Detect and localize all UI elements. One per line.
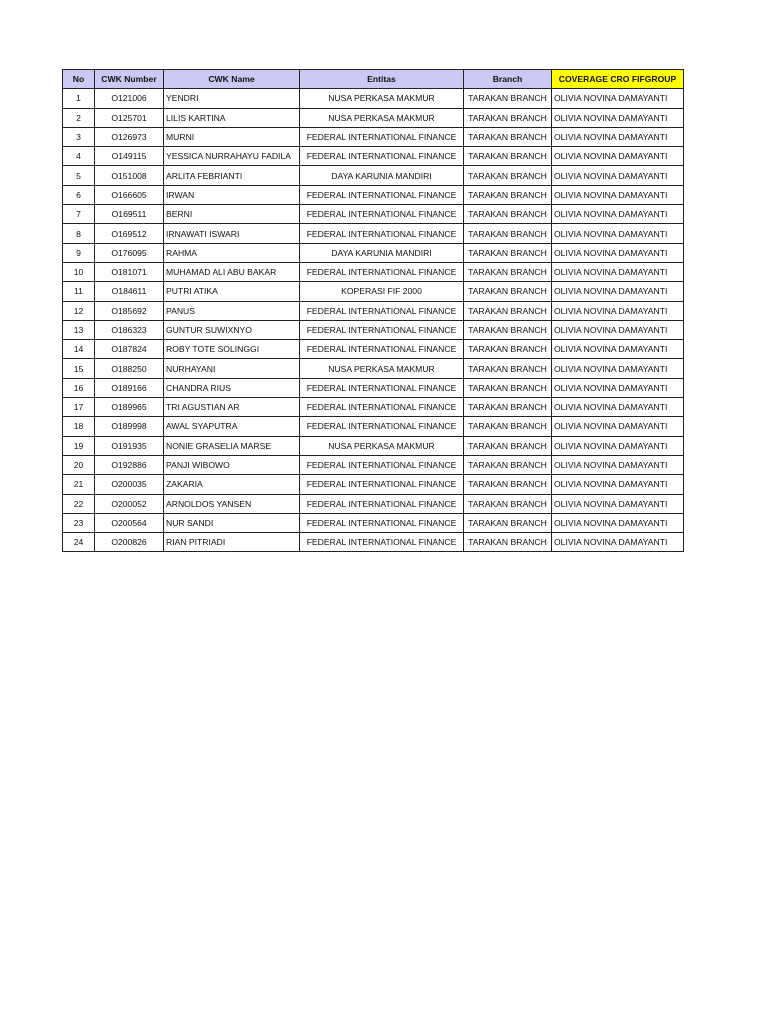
cell-branch: TARAKAN BRANCH [464,282,552,301]
table-row [63,205,684,224]
cell-branch: TARAKAN BRANCH [464,417,552,436]
header-cwk-number: CWK Number [95,70,164,89]
cell-entitas: KOPERASI FIF 2000 [300,282,464,301]
cell-coverage-cro: OLIVIA NOVINA DAMAYANTI [552,455,684,474]
cell-cwk-name: RIAN PITRIADI [164,533,300,552]
table-row [63,513,684,532]
cell-branch: TARAKAN BRANCH [464,378,552,397]
cell-coverage-cro: OLIVIA NOVINA DAMAYANTI [552,282,684,301]
cell-no: 1 [63,89,95,108]
cell-cwk-name: MUHAMAD ALI ABU BAKAR [164,262,300,281]
cell-entitas: FEDERAL INTERNATIONAL FINANCE [300,340,464,359]
cell-no: 20 [63,455,95,474]
header-row [63,70,684,89]
cell-no: 18 [63,417,95,436]
cell-cwk-name: PUTRI ATIKA [164,282,300,301]
cell-branch: TARAKAN BRANCH [464,475,552,494]
cell-entitas: FEDERAL INTERNATIONAL FINANCE [300,224,464,243]
cell-coverage-cro: OLIVIA NOVINA DAMAYANTI [552,378,684,397]
cell-branch: TARAKAN BRANCH [464,359,552,378]
cell-cwk-number: O187824 [95,340,164,359]
cell-cwk-number: O189965 [95,398,164,417]
cell-cwk-number: O169512 [95,224,164,243]
cell-no: 15 [63,359,95,378]
cell-cwk-number: O200035 [95,475,164,494]
table-row [63,436,684,455]
table-row [63,455,684,474]
cell-cwk-name: ARLITA FEBRIANTI [164,166,300,185]
cell-cwk-number: O184611 [95,282,164,301]
cell-entitas: FEDERAL INTERNATIONAL FINANCE [300,475,464,494]
cell-cwk-number: O186323 [95,320,164,339]
cell-entitas: DAYA KARUNIA MANDIRI [300,166,464,185]
table-row [63,89,684,108]
cell-cwk-name: NONIE GRASELIA MARSE [164,436,300,455]
cwk-table [62,69,684,552]
cell-no: 5 [63,166,95,185]
cell-no: 7 [63,205,95,224]
cell-cwk-name: MURNI [164,127,300,146]
cell-cwk-number: O200564 [95,513,164,532]
cell-no: 4 [63,147,95,166]
table-row [63,494,684,513]
cell-no: 3 [63,127,95,146]
table-row [63,262,684,281]
cell-coverage-cro: OLIVIA NOVINA DAMAYANTI [552,513,684,532]
cell-no: 22 [63,494,95,513]
cell-cwk-number: O151008 [95,166,164,185]
cell-coverage-cro: OLIVIA NOVINA DAMAYANTI [552,301,684,320]
cell-entitas: FEDERAL INTERNATIONAL FINANCE [300,185,464,204]
table-row [63,320,684,339]
cell-cwk-number: O169511 [95,205,164,224]
cell-branch: TARAKAN BRANCH [464,166,552,185]
cell-coverage-cro: OLIVIA NOVINA DAMAYANTI [552,494,684,513]
cell-branch: TARAKAN BRANCH [464,108,552,127]
cell-entitas: FEDERAL INTERNATIONAL FINANCE [300,398,464,417]
cell-entitas: FEDERAL INTERNATIONAL FINANCE [300,513,464,532]
cell-branch: TARAKAN BRANCH [464,340,552,359]
cell-cwk-name: PANJI WIBOWO [164,455,300,474]
cell-cwk-name: ZAKARIA [164,475,300,494]
table-row [63,398,684,417]
cell-no: 12 [63,301,95,320]
cell-branch: TARAKAN BRANCH [464,224,552,243]
cell-coverage-cro: OLIVIA NOVINA DAMAYANTI [552,224,684,243]
cell-branch: TARAKAN BRANCH [464,513,552,532]
cell-cwk-name: LILIS KARTINA [164,108,300,127]
header-coverage-cro: COVERAGE CRO FIFGROUP [552,70,684,89]
table-row [63,243,684,262]
cell-branch: TARAKAN BRANCH [464,494,552,513]
cell-no: 21 [63,475,95,494]
cell-entitas: FEDERAL INTERNATIONAL FINANCE [300,378,464,397]
cell-branch: TARAKAN BRANCH [464,320,552,339]
cell-no: 14 [63,340,95,359]
cell-branch: TARAKAN BRANCH [464,89,552,108]
cell-coverage-cro: OLIVIA NOVINA DAMAYANTI [552,340,684,359]
cell-cwk-number: O149115 [95,147,164,166]
cell-coverage-cro: OLIVIA NOVINA DAMAYANTI [552,398,684,417]
cell-entitas: DAYA KARUNIA MANDIRI [300,243,464,262]
cell-entitas: FEDERAL INTERNATIONAL FINANCE [300,533,464,552]
cell-cwk-name: BERNI [164,205,300,224]
header-entitas: Entitas [300,70,464,89]
cell-coverage-cro: OLIVIA NOVINA DAMAYANTI [552,147,684,166]
cell-cwk-name: YESSICA NURRAHAYU FADILA [164,147,300,166]
cell-branch: TARAKAN BRANCH [464,147,552,166]
table-row [63,166,684,185]
cell-no: 19 [63,436,95,455]
cell-coverage-cro: OLIVIA NOVINA DAMAYANTI [552,89,684,108]
cell-cwk-number: O181071 [95,262,164,281]
cell-entitas: NUSA PERKASA MAKMUR [300,108,464,127]
cell-coverage-cro: OLIVIA NOVINA DAMAYANTI [552,166,684,185]
cell-coverage-cro: OLIVIA NOVINA DAMAYANTI [552,436,684,455]
table-row [63,359,684,378]
cell-coverage-cro: OLIVIA NOVINA DAMAYANTI [552,127,684,146]
cell-coverage-cro: OLIVIA NOVINA DAMAYANTI [552,359,684,378]
cell-coverage-cro: OLIVIA NOVINA DAMAYANTI [552,533,684,552]
cell-cwk-name: TRI AGUSTIAN AR [164,398,300,417]
cell-cwk-number: O125701 [95,108,164,127]
cell-cwk-name: YENDRI [164,89,300,108]
cell-entitas: FEDERAL INTERNATIONAL FINANCE [300,455,464,474]
table-row [63,282,684,301]
cell-no: 16 [63,378,95,397]
table-row [63,533,684,552]
cell-cwk-number: O126973 [95,127,164,146]
cell-entitas: FEDERAL INTERNATIONAL FINANCE [300,262,464,281]
cell-entitas: FEDERAL INTERNATIONAL FINANCE [300,127,464,146]
cell-branch: TARAKAN BRANCH [464,262,552,281]
cell-branch: TARAKAN BRANCH [464,185,552,204]
cell-no: 24 [63,533,95,552]
cell-entitas: FEDERAL INTERNATIONAL FINANCE [300,301,464,320]
cell-cwk-number: O200052 [95,494,164,513]
cell-no: 10 [63,262,95,281]
cell-no: 6 [63,185,95,204]
cell-entitas: FEDERAL INTERNATIONAL FINANCE [300,205,464,224]
cell-entitas: FEDERAL INTERNATIONAL FINANCE [300,147,464,166]
header-cwk-name: CWK Name [164,70,300,89]
cell-branch: TARAKAN BRANCH [464,301,552,320]
cell-no: 8 [63,224,95,243]
cell-coverage-cro: OLIVIA NOVINA DAMAYANTI [552,243,684,262]
cell-entitas: NUSA PERKASA MAKMUR [300,89,464,108]
table-row [63,147,684,166]
cell-coverage-cro: OLIVIA NOVINA DAMAYANTI [552,185,684,204]
cell-no: 13 [63,320,95,339]
table-row [63,224,684,243]
table-row [63,127,684,146]
cell-coverage-cro: OLIVIA NOVINA DAMAYANTI [552,262,684,281]
cell-cwk-name: RAHMA [164,243,300,262]
cell-cwk-number: O192886 [95,455,164,474]
cell-cwk-name: PANUS [164,301,300,320]
cell-branch: TARAKAN BRANCH [464,436,552,455]
cell-no: 23 [63,513,95,532]
cell-coverage-cro: OLIVIA NOVINA DAMAYANTI [552,108,684,127]
cell-entitas: NUSA PERKASA MAKMUR [300,436,464,455]
cell-no: 17 [63,398,95,417]
cell-coverage-cro: OLIVIA NOVINA DAMAYANTI [552,475,684,494]
cell-branch: TARAKAN BRANCH [464,127,552,146]
cell-coverage-cro: OLIVIA NOVINA DAMAYANTI [552,320,684,339]
cell-branch: TARAKAN BRANCH [464,398,552,417]
table-row [63,108,684,127]
table-row [63,340,684,359]
cell-cwk-number: O188250 [95,359,164,378]
cell-cwk-name: NURHAYANI [164,359,300,378]
cell-coverage-cro: OLIVIA NOVINA DAMAYANTI [552,205,684,224]
cell-no: 9 [63,243,95,262]
cell-cwk-number: O189166 [95,378,164,397]
cell-branch: TARAKAN BRANCH [464,455,552,474]
cell-no: 11 [63,282,95,301]
cell-cwk-name: GUNTUR SUWIXNYO [164,320,300,339]
cell-cwk-number: O191935 [95,436,164,455]
table-row [63,378,684,397]
cell-cwk-number: O185692 [95,301,164,320]
cell-no: 2 [63,108,95,127]
cell-cwk-name: AWAL SYAPUTRA [164,417,300,436]
table-row [63,475,684,494]
header-no: No [63,70,95,89]
cell-cwk-name: ARNOLDOS YANSEN [164,494,300,513]
table-row [63,185,684,204]
cell-cwk-number: O200826 [95,533,164,552]
cell-cwk-name: IRWAN [164,185,300,204]
cell-branch: TARAKAN BRANCH [464,205,552,224]
cell-branch: TARAKAN BRANCH [464,533,552,552]
header-branch: Branch [464,70,552,89]
cell-entitas: FEDERAL INTERNATIONAL FINANCE [300,320,464,339]
cell-entitas: NUSA PERKASA MAKMUR [300,359,464,378]
cell-cwk-number: O189998 [95,417,164,436]
cell-cwk-number: O166605 [95,185,164,204]
cell-cwk-name: ROBY TOTE SOLINGGI [164,340,300,359]
cell-coverage-cro: OLIVIA NOVINA DAMAYANTI [552,417,684,436]
cell-cwk-number: O121006 [95,89,164,108]
cell-entitas: FEDERAL INTERNATIONAL FINANCE [300,417,464,436]
cell-branch: TARAKAN BRANCH [464,243,552,262]
table-row [63,301,684,320]
cell-entitas: FEDERAL INTERNATIONAL FINANCE [300,494,464,513]
cell-cwk-number: O176095 [95,243,164,262]
cell-cwk-name: NUR SANDI [164,513,300,532]
cell-cwk-name: IRNAWATI ISWARI [164,224,300,243]
cell-cwk-name: CHANDRA RIUS [164,378,300,397]
table-row [63,417,684,436]
